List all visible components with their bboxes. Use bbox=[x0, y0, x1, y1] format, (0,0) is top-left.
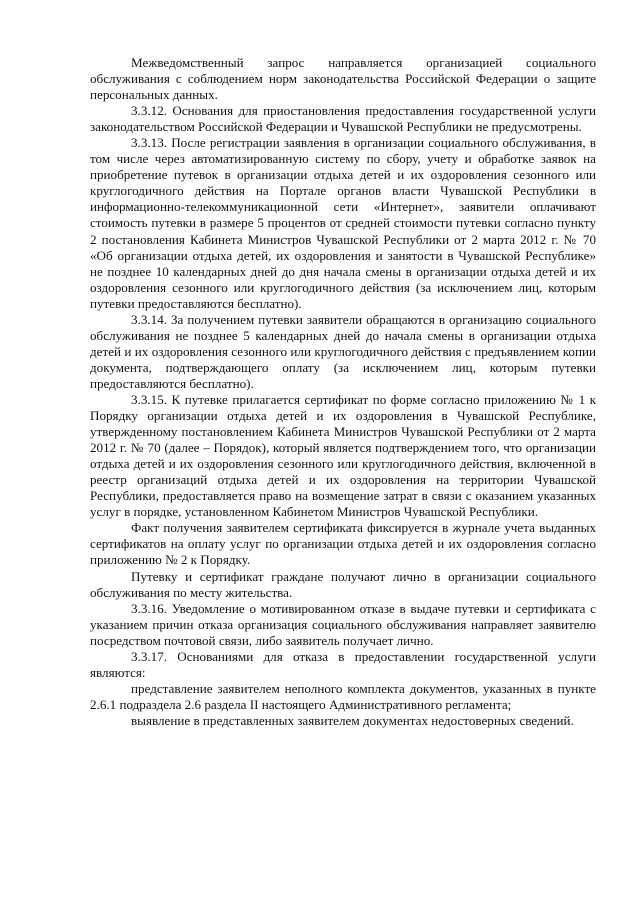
paragraph-certificate-registration: Факт получения заявителем сертификата фиксируется в журнале учета выданных сертификатов на оплату услуг по организации отдыха детей и их оздоровления согласно приложению № 2 к Порядку. bbox=[90, 520, 596, 568]
paragraph-personal-receipt: Путевку и сертификат граждане получают лично в организации социального обслуживания по месту жительства. bbox=[90, 568, 596, 600]
paragraph-3-3-16: 3.3.16. Уведомление о мотивированном отказе в выдаче путевки и сертификата с указанием причин отказа организация социального обслуживания направляет заявителю посредством почтовой связи, либо заявитель получает лично. bbox=[90, 600, 596, 648]
paragraph-3-3-15: 3.3.15. К путевке прилагается сертификат по форме согласно приложению № 1 к Порядку организации отдыха детей и их оздоровления в Чувашской Республике, утвержденному постановлением Кабинета Министров Чувашской Республики от 2 марта 2012 г. № 70 (далее – Порядок), который является подтверждением того, что организации отдыха детей и их оздоровления сезонного или круглогодичного действия, включенной в реестр организаций отдыха детей и их оздоровления на территории Чувашской Республики, предоставляется право на возмещение затрат в связи с оказанием указанных услуг в порядке, установленном Кабинетом Министров Чувашской Республики. bbox=[90, 391, 596, 520]
paragraph-incomplete-documents: представление заявителем неполного комплекта документов, указанных в пункте 2.6.1 подраздела 2.6 раздела II настоящего Административного регламента; bbox=[90, 680, 596, 712]
document-body bbox=[90, 55, 596, 729]
paragraph-3-3-17: 3.3.17. Основаниями для отказа в предоставлении государственной услуги являются: bbox=[90, 648, 596, 680]
paragraph-3-3-14: 3.3.14. За получением путевки заявители обращаются в организацию социального обслуживания не позднее 5 календарных дней до начала смены в организации отдыха детей и их оздоровления сезонного или круглогодичного действия с предъявлением копии документа, подтверждающего оплату (за исключением лиц, которым путевки предоставляются бесплатно). bbox=[90, 311, 596, 391]
paragraph-3-3-13: 3.3.13. После регистрации заявления в организации социального обслуживания, в том числе через автоматизированную систему по сбору, учету и обработке заявок на приобретение путевок в организации отдыха детей и их оздоровления сезонного или круглогодичного действия на Портале органов власти Чувашской Республики в информационно-телекоммуникационной сети «Интернет», заявители оплачивают стоимость путевки в размере 5 процентов от средней стоимости путевки согласно пункту 2 постановления Кабинета Министров Чувашской Республики от 2 марта 2012 г. № 70 «Об организации отдыха детей, их оздоровления и занятости в Чувашской Республике» не позднее 10 календарных дней до дня начала смены в организации отдыха детей и их оздоровления сезонного или круглогодичного действия (за исключением лиц, которым путевки предоставляются бесплатно). bbox=[90, 135, 596, 311]
paragraph-unreliable-information: выявление в представленных заявителем документах недостоверных сведений. bbox=[131, 712, 574, 728]
paragraph-3-3-12: 3.3.12. Основания для приостановления предоставления государственной услуги законодательством Российской Федерации и Чувашской Республики не предусмотрены. bbox=[90, 103, 596, 135]
paragraph-interagency-request: Межведомственный запрос направляется организацией социального обслуживания с соблюдением норм законодательства Российской Федерации о защите персональных данных. bbox=[90, 55, 596, 103]
